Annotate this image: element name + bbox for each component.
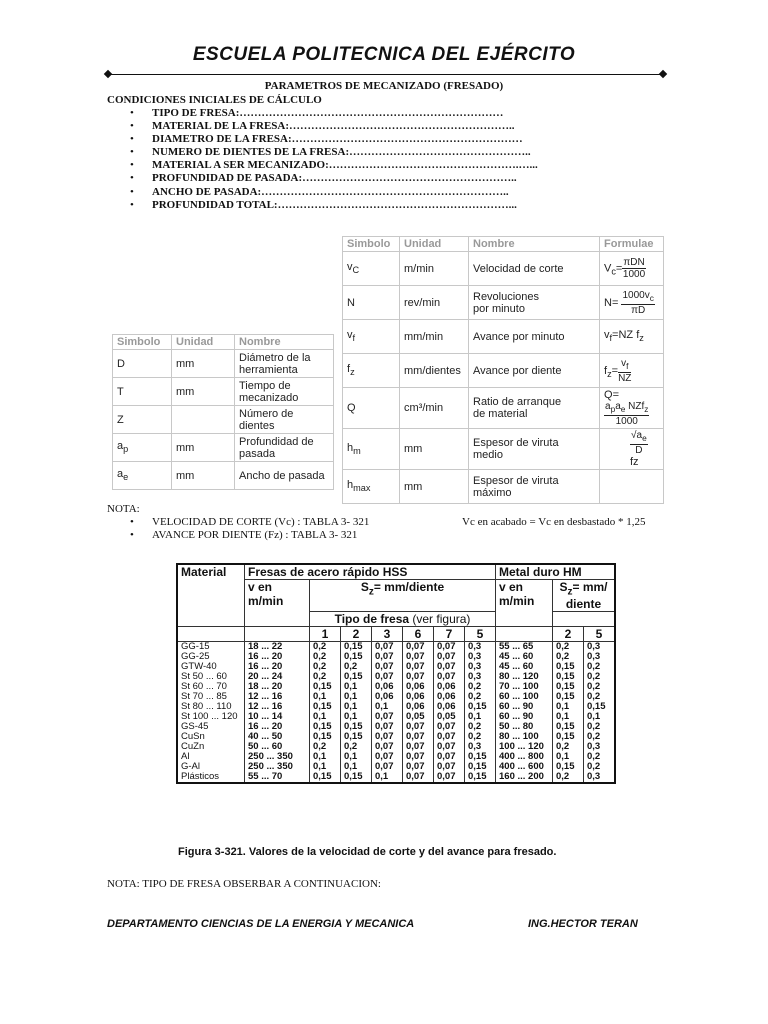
- table-cell: 0,07: [403, 672, 434, 682]
- unit-cell: m/min: [400, 252, 469, 286]
- name-cell: Velocidad de corte: [469, 252, 600, 286]
- table-cell: 0,15: [584, 702, 616, 712]
- table-cell: 80 ... 100: [496, 732, 553, 742]
- table-cell: 0,1: [341, 692, 372, 702]
- table-cell: 0,1: [341, 762, 372, 772]
- table-cell: 18 ... 20: [245, 682, 310, 692]
- formula-cell: [600, 470, 664, 504]
- header-cell: Formulae: [600, 237, 664, 252]
- formula-cell: $v_f=NZ$ $f_z$: [600, 320, 664, 354]
- table-cell: 0,1: [372, 702, 403, 712]
- table-cell: 0,07: [434, 772, 465, 783]
- symbols-table-left: [112, 334, 334, 490]
- table-cell: 0,15: [553, 662, 584, 672]
- table-cell: 0,2: [553, 652, 584, 662]
- table-cell: 0,2: [584, 752, 616, 762]
- table-cell: 0,07: [434, 722, 465, 732]
- symbol-cell: $a_p$: [113, 434, 172, 462]
- table-cell: 0,1: [553, 712, 584, 722]
- condition-item: • MATERIAL A SER MECANIZADO:…………………………………………….…...: [130, 159, 538, 172]
- table-cell: 0,3: [465, 652, 496, 662]
- table-row: [343, 286, 664, 320]
- table-cell: 50 ... 60: [245, 742, 310, 752]
- table-row: [113, 350, 334, 378]
- table-cell: 0,1: [310, 762, 341, 772]
- type-number: 2: [341, 627, 372, 642]
- table-cell: 0,3: [584, 742, 616, 752]
- table-cell: 0,07: [403, 762, 434, 772]
- unit-cell: mm/dientes: [400, 354, 469, 388]
- type-number: 5: [465, 627, 496, 642]
- table-cell: 0,07: [403, 722, 434, 732]
- table-cell: 70 ... 100: [496, 682, 553, 692]
- table-cell: 0,07: [403, 742, 434, 752]
- unit-cell: mm: [172, 350, 235, 378]
- rule-diamond-right: [659, 70, 667, 78]
- table-cell: 0,2: [553, 772, 584, 783]
- table-cell: 0,07: [434, 762, 465, 772]
- table-row: [177, 772, 615, 783]
- table-cell: 16 ... 20: [245, 662, 310, 672]
- table-cell: 0,2: [341, 662, 372, 672]
- unit-cell: mm/min: [400, 320, 469, 354]
- table-cell: 0,2: [553, 742, 584, 752]
- name-cell: Espesor de viruta máximo: [469, 470, 600, 504]
- table-cell: 0,07: [372, 662, 403, 672]
- symbol-cell: $h_{max}$: [343, 470, 400, 504]
- table-cell: 0,2: [310, 672, 341, 682]
- formula-cell: $f_z=$ $\frac{v_f}{NZ}$: [600, 354, 664, 388]
- table-cell: 100 ... 120: [496, 742, 553, 752]
- table-cell: 60 ... 90: [496, 712, 553, 722]
- symbol-cell: Q: [343, 388, 400, 429]
- table-cell: 0,05: [434, 712, 465, 722]
- table-cell: 0,07: [403, 662, 434, 672]
- table-cell: 0,2: [584, 682, 616, 692]
- table-cell: 0,15: [310, 772, 341, 783]
- table-cell: GTW-40: [177, 662, 245, 672]
- table-cell: 0,3: [584, 772, 616, 783]
- table-row: [343, 388, 664, 429]
- header-v-hm: v en m/min: [496, 580, 553, 627]
- header-cell: Nombre: [235, 335, 334, 350]
- table-cell: 0,15: [310, 722, 341, 732]
- table-row: [343, 429, 664, 470]
- note-item: • AVANCE POR DIENTE (Fz) : TABLA 3- 321: [130, 529, 369, 542]
- table-cell: GG-15: [177, 642, 245, 653]
- condition-item: • ANCHO DE PASADA:…………………………………………………………..: [130, 186, 538, 199]
- table-cell: 0,15: [341, 722, 372, 732]
- table-cell: 0,1: [341, 702, 372, 712]
- table-row: [177, 682, 615, 692]
- name-cell: Diámetro de la herramienta: [235, 350, 334, 378]
- table-cell: 16 ... 20: [245, 652, 310, 662]
- unit-cell: mm: [172, 434, 235, 462]
- table-row: [113, 462, 334, 490]
- table-cell: 0,06: [372, 682, 403, 692]
- table-cell: 0,15: [553, 762, 584, 772]
- table-row: [177, 702, 615, 712]
- condition-item: • PROFUNDIDAD DE PASADA:…………………………………………………..: [130, 172, 538, 185]
- table-cell: 0,1: [372, 772, 403, 783]
- table-cell: 0,15: [341, 772, 372, 783]
- table-cell: 0,1: [341, 712, 372, 722]
- table-cell: 55 ... 70: [245, 772, 310, 783]
- table-cell: 0,06: [403, 702, 434, 712]
- type-number: 5: [584, 627, 616, 642]
- table-cell: 0,15: [310, 732, 341, 742]
- table-cell: 0,07: [434, 742, 465, 752]
- table-cell: 0,15: [465, 762, 496, 772]
- table-cell: 0,05: [403, 712, 434, 722]
- table-cell: 0,3: [465, 662, 496, 672]
- table-cell: 60 ... 100: [496, 692, 553, 702]
- header-cell: Simbolo: [113, 335, 172, 350]
- table-cell: St 70 ... 85: [177, 692, 245, 702]
- header-spacer: [553, 612, 616, 627]
- unit-cell: mm: [172, 462, 235, 490]
- type-number: 7: [434, 627, 465, 642]
- header-cell: Unidad: [400, 237, 469, 252]
- table-row: [177, 752, 615, 762]
- table-cell: 50 ... 80: [496, 722, 553, 732]
- footer-author: ING.HECTOR TERAN: [528, 918, 638, 930]
- table-row: [343, 252, 664, 286]
- table-cell: 0,07: [403, 652, 434, 662]
- formula-cell: $\frac{√a_e}{D}$ fz: [600, 429, 664, 470]
- figure-caption: Figura 3-321. Valores de la velocidad de corte y del avance para fresado.: [178, 846, 557, 858]
- school-title: ESCUELA POLITECNICA DEL EJÉRCITO: [192, 44, 576, 65]
- table-row: [177, 662, 615, 672]
- table-cell: 0,07: [372, 762, 403, 772]
- note-item: • VELOCIDAD DE CORTE (Vc) : TABLA 3- 321: [130, 516, 369, 529]
- name-cell: Avance por minuto: [469, 320, 600, 354]
- symbol-cell: $v_C$: [343, 252, 400, 286]
- table-cell: 0,2: [310, 652, 341, 662]
- table-cell: 0,2: [310, 662, 341, 672]
- table-cell: 0,15: [553, 682, 584, 692]
- table-row: [177, 692, 615, 702]
- table-cell: 0,2: [310, 742, 341, 752]
- table-cell: 0,07: [434, 652, 465, 662]
- vc-note: Vc en acabado = Vc en desbastado * 1,25: [462, 516, 646, 528]
- table-row: [177, 672, 615, 682]
- note-fresa-type: NOTA: TIPO DE FRESA OBSERBAR A CONTINUACION:: [107, 878, 381, 890]
- table-cell: 60 ... 90: [496, 702, 553, 712]
- table-cell: 0,1: [584, 712, 616, 722]
- unit-cell: [172, 406, 235, 434]
- table-cell: Plásticos: [177, 772, 245, 783]
- name-cell: Número de dientes: [235, 406, 334, 434]
- table-row: [343, 354, 664, 388]
- table-row: [177, 712, 615, 722]
- table-cell: 0,2: [465, 722, 496, 732]
- table-cell: 0,07: [434, 752, 465, 762]
- unit-cell: mm: [400, 470, 469, 504]
- formula-cell: Q= $\frac{a_pa_e NZf_z}{1000}$: [600, 388, 664, 429]
- table-cell: 0,07: [403, 642, 434, 653]
- table-cell: 0,2: [584, 722, 616, 732]
- speed-table-body: [177, 642, 615, 784]
- symbol-cell: $h_m$: [343, 429, 400, 470]
- condition-item: • PROFUNDIDAD TOTAL:………………………………………………………...: [130, 199, 538, 212]
- symbol-cell: $a_e$: [113, 462, 172, 490]
- table-cell: 0,07: [372, 752, 403, 762]
- notes-list: [130, 516, 369, 542]
- name-cell: Revoluciones por minuto: [469, 286, 600, 320]
- header-tipo: Tipo de fresa (ver figura): [310, 612, 496, 627]
- table-cell: GG-25: [177, 652, 245, 662]
- table-cell: 0,06: [434, 692, 465, 702]
- symbol-cell: T: [113, 378, 172, 406]
- header-material: Material: [177, 564, 245, 627]
- table-cell: 0,1: [310, 692, 341, 702]
- table-cell: 0,1: [310, 752, 341, 762]
- table-cell: CuZn: [177, 742, 245, 752]
- conditions-title: CONDICIONES INICIALES DE CÁLCULO: [107, 94, 322, 106]
- table-cell: 40 ... 50: [245, 732, 310, 742]
- condition-item: • TIPO DE FRESA:………………………………………………………………: [130, 107, 538, 120]
- table-cell: 20 ... 24: [245, 672, 310, 682]
- symbol-cell: $v_f$: [343, 320, 400, 354]
- symbols-table-right: [342, 236, 664, 504]
- condition-item: • NUMERO DE DIENTES DE LA FRESA:…………………………………………..: [130, 146, 538, 159]
- table-cell: 18 ... 22: [245, 642, 310, 653]
- table-cell: G-Al: [177, 762, 245, 772]
- table-cell: 0,07: [372, 652, 403, 662]
- table-cell: 160 ... 200: [496, 772, 553, 783]
- symbol-cell: $f_z$: [343, 354, 400, 388]
- table-cell: 0,15: [465, 772, 496, 783]
- table-cell: 16 ... 20: [245, 722, 310, 732]
- table-cell: 0,2: [584, 672, 616, 682]
- table-cell: 0,07: [372, 642, 403, 653]
- table-row: [177, 742, 615, 752]
- table-cell: 0,06: [372, 692, 403, 702]
- name-cell: Avance por diente: [469, 354, 600, 388]
- header-v-hss: v en m/min: [245, 580, 310, 627]
- table-cell: St 80 ... 110: [177, 702, 245, 712]
- conditions-list: [130, 107, 538, 212]
- table-row: [113, 406, 334, 434]
- table-row: [177, 652, 615, 662]
- table-cell: 0,2: [584, 732, 616, 742]
- table-cell: 0,15: [341, 732, 372, 742]
- symbol-cell: D: [113, 350, 172, 378]
- table-cell: 400 ... 800: [496, 752, 553, 762]
- table-cell: 0,15: [341, 642, 372, 653]
- table-cell: 0,15: [310, 682, 341, 692]
- table-cell: 0,07: [403, 772, 434, 783]
- symbol-cell: N: [343, 286, 400, 320]
- table-cell: 0,07: [434, 672, 465, 682]
- table-cell: 0,3: [465, 742, 496, 752]
- table-cell: 0,2: [341, 742, 372, 752]
- header-sz-hss: $S_z=$ mm/diente: [310, 580, 496, 612]
- table-cell: 0,15: [553, 722, 584, 732]
- unit-cell: cm³/min: [400, 388, 469, 429]
- footer-department: DEPARTAMENTO CIENCIAS DE LA ENERGIA Y MECANICA: [107, 918, 415, 930]
- table-cell: 0,2: [310, 642, 341, 653]
- table-cell: 0,07: [372, 732, 403, 742]
- table-cell: 400 ... 600: [496, 762, 553, 772]
- title-rule: [108, 74, 664, 75]
- table-cell: 0,3: [584, 642, 616, 653]
- table-cell: 0,07: [434, 642, 465, 653]
- name-cell: Espesor de viruta medio: [469, 429, 600, 470]
- name-cell: Ancho de pasada: [235, 462, 334, 490]
- header-cell: Unidad: [172, 335, 235, 350]
- table-cell: 0,15: [553, 692, 584, 702]
- table-cell: 0,15: [465, 752, 496, 762]
- table-cell: 0,07: [372, 672, 403, 682]
- formula-cell: N= $\frac{1000v_c}{\pi D}$: [600, 286, 664, 320]
- table-cell: Al: [177, 752, 245, 762]
- table-cell: 0,3: [584, 652, 616, 662]
- table-cell: St 100 ... 120: [177, 712, 245, 722]
- table-cell: 0,06: [434, 682, 465, 692]
- table-cell: 0,06: [434, 702, 465, 712]
- note-label: NOTA:: [107, 503, 140, 515]
- table-cell: 0,07: [434, 662, 465, 672]
- main-title: PARAMETROS DE MECANIZADO (FRESADO): [264, 80, 504, 92]
- table-cell: 250 ... 350: [245, 752, 310, 762]
- table-cell: 0,1: [341, 752, 372, 762]
- table-row: [177, 762, 615, 772]
- header-hss: Fresas de acero rápido HSS: [245, 564, 496, 580]
- table-cell: St 60 ... 70: [177, 682, 245, 692]
- table-cell: 0,07: [434, 732, 465, 742]
- unit-cell: rev/min: [400, 286, 469, 320]
- table-cell: GS-45: [177, 722, 245, 732]
- table-cell: 10 ... 14: [245, 712, 310, 722]
- type-number: 2: [553, 627, 584, 642]
- table-row: [177, 732, 615, 742]
- name-cell: Profundidad de pasada: [235, 434, 334, 462]
- cutting-speed-table: [176, 563, 616, 784]
- unit-cell: mm: [400, 429, 469, 470]
- table-cell: 0,2: [553, 642, 584, 653]
- table-cell: 0,3: [465, 672, 496, 682]
- table-row: [113, 434, 334, 462]
- header-hm: Metal duro HM: [496, 564, 616, 580]
- table-cell: 0,3: [465, 642, 496, 653]
- symbol-cell: Z: [113, 406, 172, 434]
- table-row: [343, 320, 664, 354]
- table-cell: 0,1: [553, 752, 584, 762]
- table-cell: 0,2: [465, 682, 496, 692]
- table-cell: 12 ... 16: [245, 702, 310, 712]
- table-cell: 80 ... 120: [496, 672, 553, 682]
- table-cell: 0,1: [341, 682, 372, 692]
- table-cell: 0,15: [341, 672, 372, 682]
- table-cell: 0,07: [403, 732, 434, 742]
- header-cell: Nombre: [469, 237, 600, 252]
- table-cell: 0,07: [372, 712, 403, 722]
- type-number: 6: [403, 627, 434, 642]
- table-cell: 0,15: [341, 652, 372, 662]
- type-number: 3: [372, 627, 403, 642]
- table-cell: 0,06: [403, 682, 434, 692]
- table-cell: 0,1: [465, 712, 496, 722]
- table-cell: 12 ... 16: [245, 692, 310, 702]
- formula-cell: $V_c=$ $\frac{\text{πDN}}{1000}$: [600, 252, 664, 286]
- table-cell: 0,1: [310, 712, 341, 722]
- table-cell: 0,07: [372, 742, 403, 752]
- table-cell: 0,07: [403, 752, 434, 762]
- table-row: [177, 722, 615, 732]
- table-cell: 45 ... 60: [496, 652, 553, 662]
- table-cell: 0,2: [584, 762, 616, 772]
- table-cell: 0,07: [372, 722, 403, 732]
- table-cell: 55 ... 65: [496, 642, 553, 653]
- condition-item: • MATERIAL DE LA FRESA:……………………………………………………..: [130, 120, 538, 133]
- header-sz-hm: $S_z= mm/$ diente: [553, 580, 616, 612]
- table-cell: St 50 ... 60: [177, 672, 245, 682]
- table-cell: 0,2: [584, 662, 616, 672]
- condition-item: • DIAMETRO DE LA FRESA:………………………………………………………: [130, 133, 538, 146]
- table-row: [343, 470, 664, 504]
- unit-cell: mm: [172, 378, 235, 406]
- table-cell: 0,1: [553, 702, 584, 712]
- table-cell: 0,2: [465, 692, 496, 702]
- table-cell: 0,15: [310, 702, 341, 712]
- table-cell: 45 ... 60: [496, 662, 553, 672]
- table-cell: CuSn: [177, 732, 245, 742]
- table-row: [177, 642, 615, 653]
- table-cell: 0,2: [584, 692, 616, 702]
- table-cell: 0,15: [465, 702, 496, 712]
- name-cell: Ratio de arranque de material: [469, 388, 600, 429]
- table-cell: 0,06: [403, 692, 434, 702]
- table-cell: 0,15: [553, 732, 584, 742]
- table-cell: 0,2: [465, 732, 496, 742]
- table-cell: 250 ... 350: [245, 762, 310, 772]
- header-cell: Simbolo: [343, 237, 400, 252]
- table-row: [113, 378, 334, 406]
- table-cell: 0,15: [553, 672, 584, 682]
- name-cell: Tiempo de mecanizado: [235, 378, 334, 406]
- type-number: 1: [310, 627, 341, 642]
